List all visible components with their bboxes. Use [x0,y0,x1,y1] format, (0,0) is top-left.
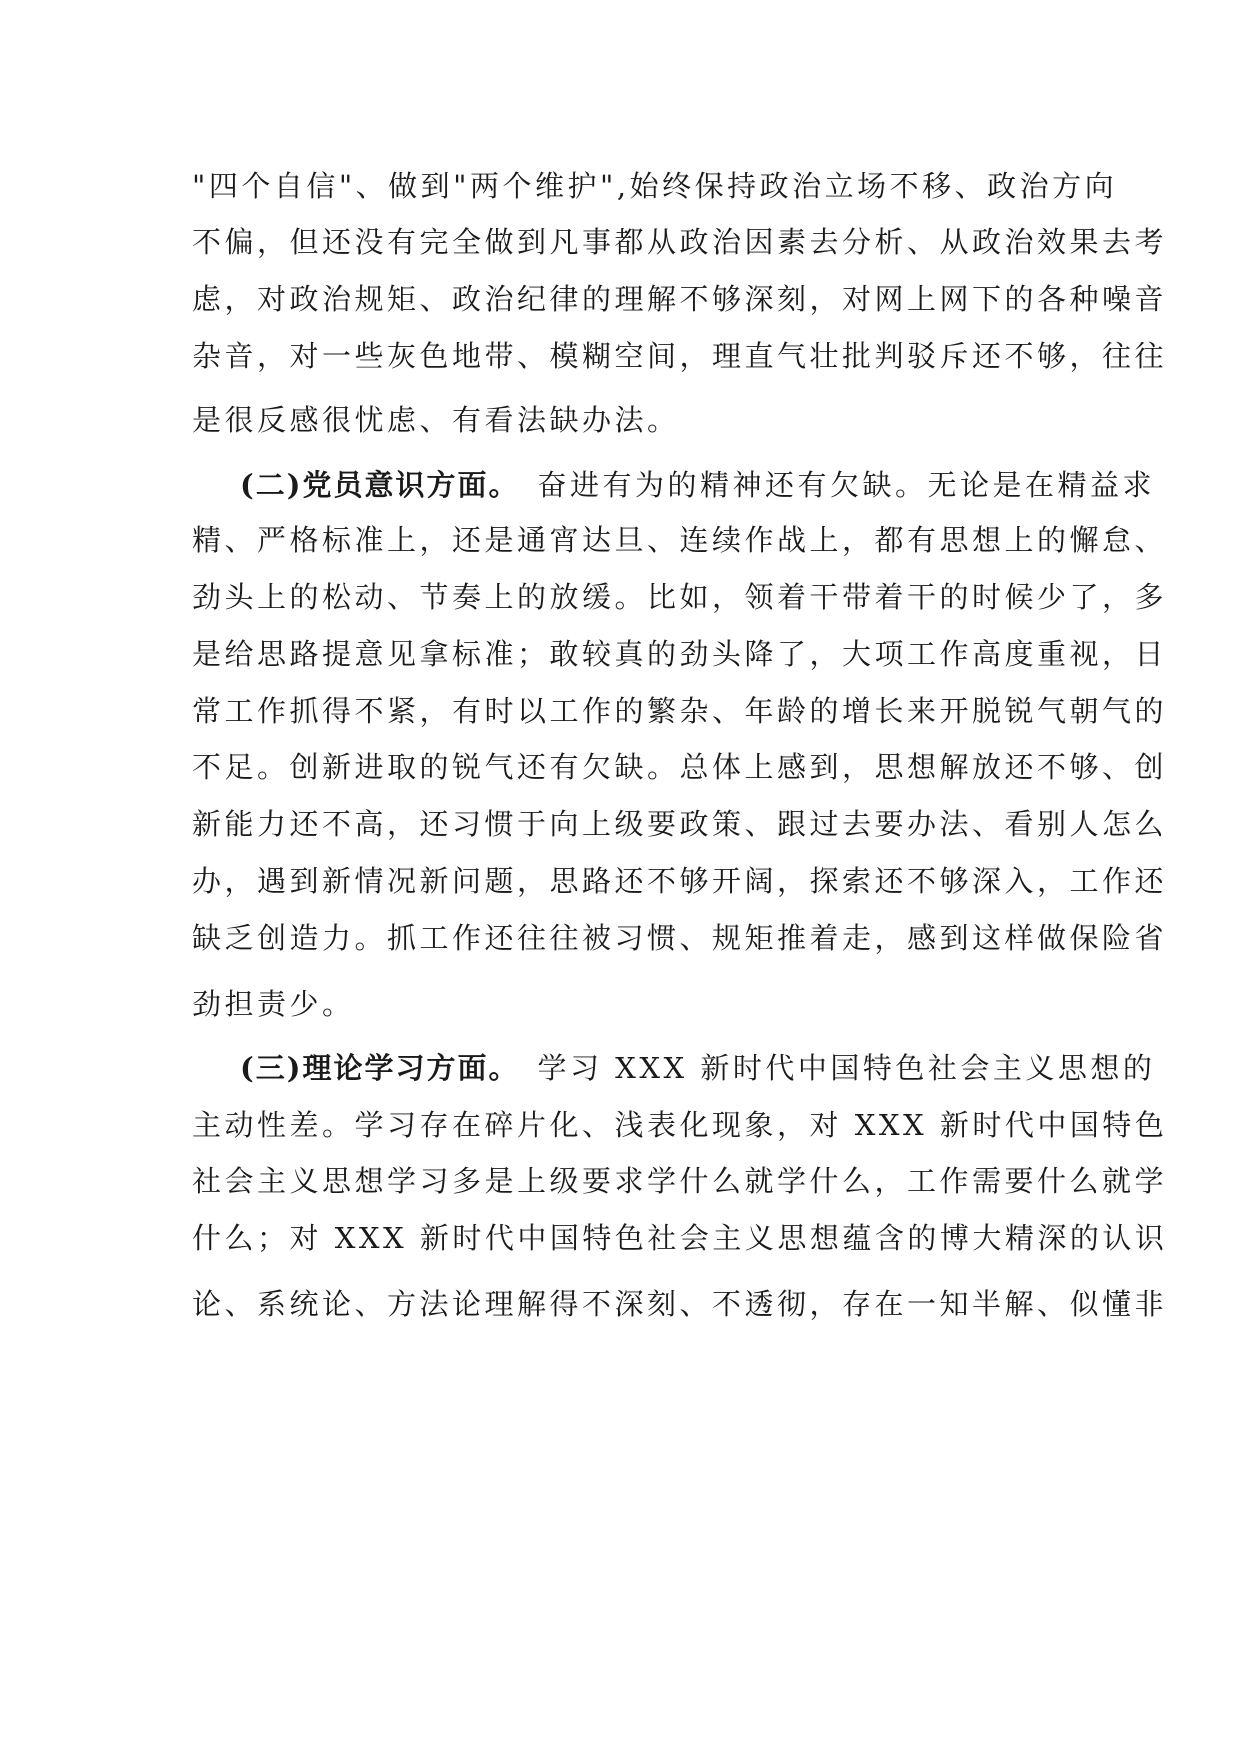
paragraph-line: 不足。创新进取的锐气还有欠缺。总体上感到，思想解放还不够、创 [192,750,1168,784]
paragraph-line: 常工作抓得不紧，有时以工作的繁杂、年龄的增长来开脱锐气朝气的 [192,694,1168,728]
paragraph-line: 是给思路提意见拿标准；敢较真的劲头降了，大项工作高度重视，日 [192,637,1168,671]
paragraph-line: 劲头上的松动、节奏上的放缓。比如，领着干带着干的时候少了，多 [192,580,1168,614]
section-2-first-line [240,465,1155,505]
paragraph-line: 精、严格标准上，还是通宵达旦、连续作战上，都有思想上的懈怠、 [192,523,1168,557]
paragraph-line: 虑，对政治规矩、政治纪律的理解不够深刻，对网上网下的各种噪音 [192,282,1168,316]
paragraph-line: "四个自信"、做到"两个维护",始终保持政治立场不移、政治方向 [192,169,1118,203]
paragraph-line: 不偏，但还没有完全做到凡事都从政治因素去分析、从政治效果去考 [192,225,1168,259]
paragraph-line: 社会主义思想学习多是上级要求学什么就学什么，工作需要什么就学 [192,1164,1168,1198]
paragraph-line: 论、系统论、方法论理解得不深刻、不透彻，存在一知半解、似懂非 [192,1287,1168,1321]
paragraph-line: 杂音，对一些灰色地带、模糊空间，理直气壮批判驳斥还不够，往往 [192,339,1168,373]
paragraph-line: 主动性差。学习存在碎片化、浅表化现象，对 XXX 新时代中国特色 [192,1108,1168,1142]
paragraph-line: 缺乏创造力。抓工作还往往被习惯、规矩推着走，感到这样做保险省 [192,921,1168,955]
section-2-text: 奋进有为的精神还有欠缺。无论是在精益求 [537,468,1155,502]
paragraph-line: 什么；对 XXX 新时代中国特色社会主义思想蕴含的博大精深的认识 [192,1221,1168,1255]
section-3-first-line [240,1048,1156,1088]
paragraph-line: 劲担责少。 [192,987,355,1021]
paragraph-line: 新能力还不高，还习惯于向上级要政策、跟过去要办法、看别人怎么 [192,807,1168,841]
section-3-heading: (三)理论学习方面。 [240,1051,520,1085]
section-3-text: 学习 XXX 新时代中国特色社会主义思想的 [537,1051,1156,1085]
section-2-heading: (二)党员意识方面。 [240,468,520,502]
paragraph-line: 办，遇到新情况新问题，思路还不够开阔，探索还不够深入，工作还 [192,864,1168,898]
paragraph-line: 是很反感很忧虑、有看法缺办法。 [192,403,680,437]
